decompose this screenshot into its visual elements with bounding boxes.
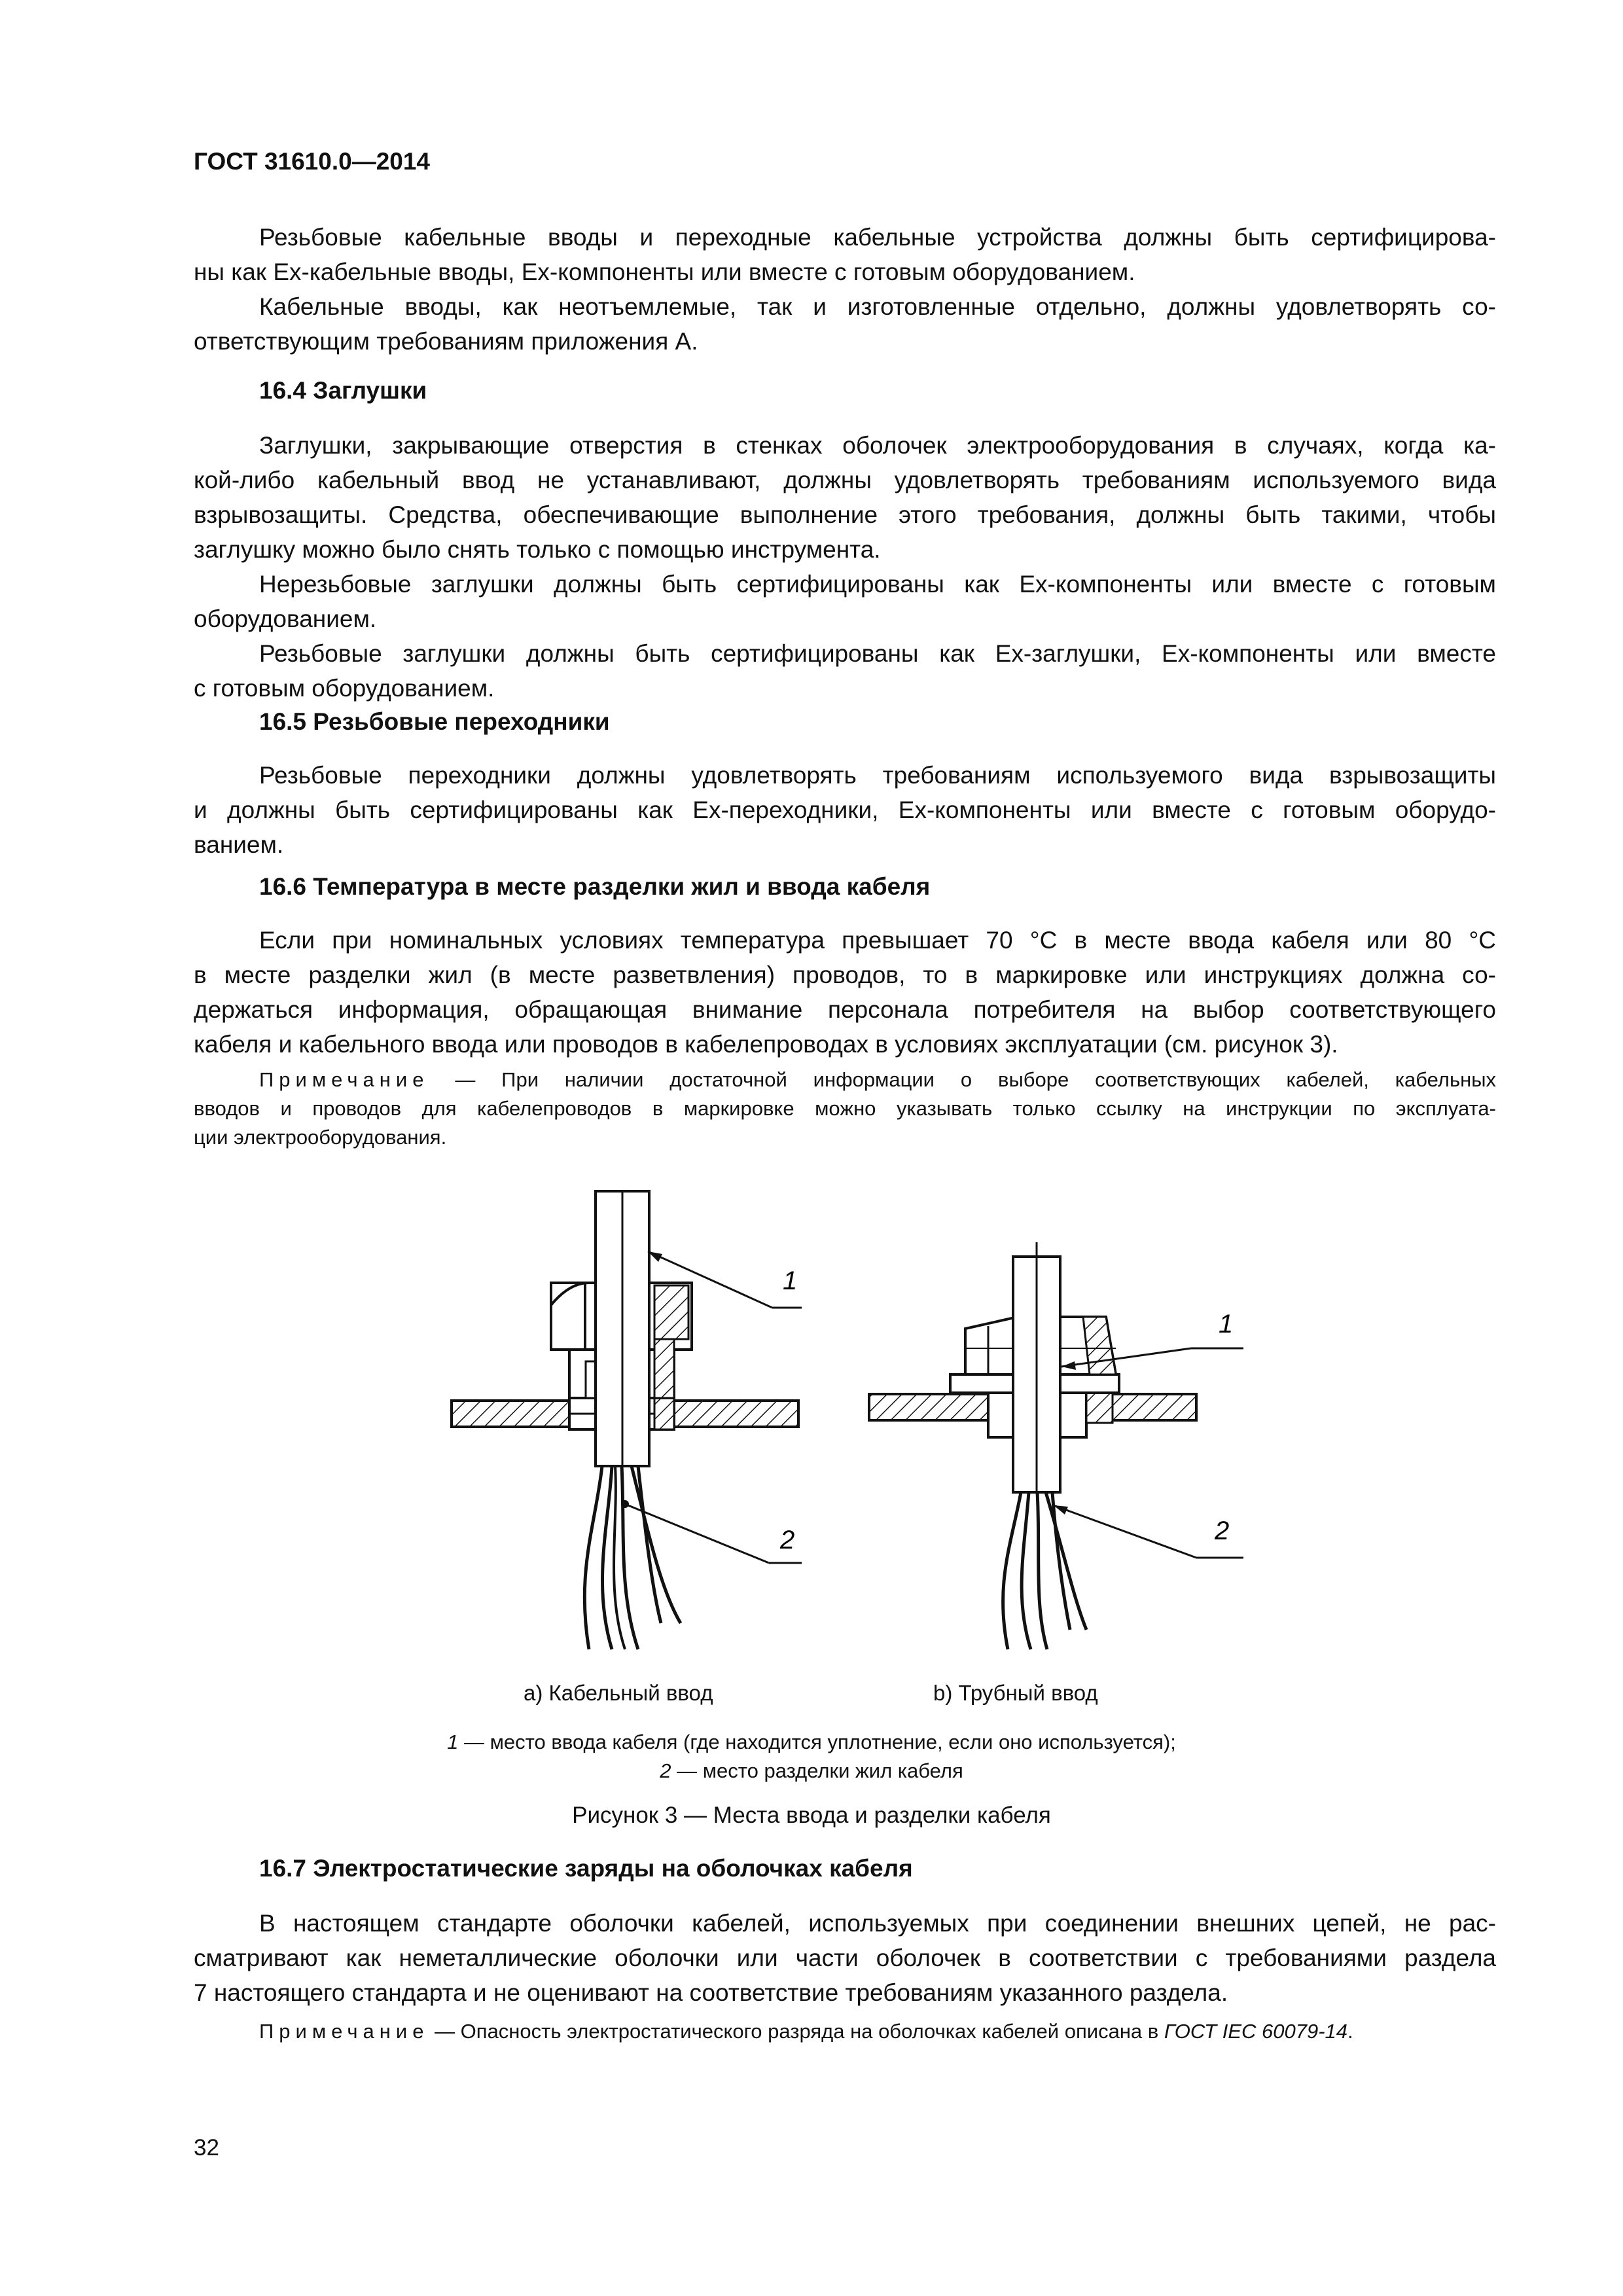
note-label: Примечание	[259, 1068, 429, 1091]
figure-3-diagram	[0, 1165, 1623, 1741]
text-line: Заглушки, закрывающие отверстия в стенках оболочек электрооборудования в случаях, когда ка-	[259, 432, 1496, 459]
text-line: 7 настоящего стандарта и не оценивают на соответствие требованиям указанного раздела.	[194, 1979, 1228, 2006]
section-16-7-note	[194, 2017, 1496, 2046]
legend-text: — место ввода кабеля (где находится уплотнение, если оно используется);	[458, 1731, 1176, 1753]
text-line: сматривают как неметаллические оболочки или части оболочек в соответствии с требованиями раздела	[194, 1945, 1496, 1971]
section-16-6-paragraph-1	[194, 923, 1496, 1062]
text-line: с готовым оборудованием.	[194, 675, 495, 702]
section-16-4-paragraph-3	[194, 636, 1496, 706]
figure-legend-2	[0, 1759, 1623, 1783]
text-line: взрывозащиты. Средства, обеспечивающие выполнение этого требования, должны быть такими, чтобы	[194, 501, 1496, 528]
legend-text: — место разделки жил кабеля	[671, 1759, 963, 1782]
text-line: Если при номинальных условиях температура превышает 70 °С в месте ввода кабеля или 80 °С	[259, 927, 1496, 954]
text-line: заглушку можно было снять только с помощью инструмента.	[194, 536, 881, 563]
text-line: Нерезьбовые заглушки должны быть сертифицированы как Ex-компоненты или вместе с готовым	[259, 571, 1496, 598]
section-16-4-paragraph-1	[194, 428, 1496, 567]
text-line: в месте разделки жил (в месте разветвления) проводов, то в маркировке или инструкциях должна со-	[194, 961, 1496, 988]
figure-legend-1	[0, 1731, 1623, 1754]
section-16-7-paragraph-1	[194, 1906, 1496, 2010]
section-16-4-paragraph-2	[194, 567, 1496, 636]
note-end: .	[1347, 2020, 1353, 2043]
text-line: Резьбовые заглушки должны быть сертифицированы как Ex-заглушки, Ex-компоненты или вместе	[259, 640, 1496, 667]
text-line: оборудованием.	[194, 605, 377, 632]
legend-number: 2	[660, 1759, 671, 1782]
text-line: ванием.	[194, 831, 284, 858]
section-16-6-note	[194, 1066, 1496, 1152]
figure-b-conduit-entry	[869, 1242, 1243, 1649]
figure-b-label-2: 2	[1215, 1516, 1230, 1545]
text-line: Кабельные вводы, как неотъемлемые, так и изготовленные отдельно, должны удовлетворять со-	[259, 293, 1496, 320]
note-line: вводов и проводов для кабелепроводов в маркировке можно указывать только ссылку на инструкции по эксплуата-	[194, 1097, 1496, 1120]
figure-a-label-2: 2	[780, 1526, 795, 1554]
note-line: ции электрооборудования.	[194, 1126, 447, 1149]
text-line: ны как Ex-кабельные вводы, Ex-компоненты или вместе с готовым оборудованием.	[194, 259, 1135, 285]
text-line: кабеля и кабельного ввода или проводов в кабелепроводах в условиях эксплуатации (см. рисунок 3).	[194, 1031, 1338, 1058]
document-header: ГОСТ 31610.0—2014	[194, 148, 431, 175]
note-text: — При наличии достаточной информации о выборе соответствующих кабелей, кабельных	[455, 1068, 1496, 1091]
text-line: ответствующим требованиям приложения А.	[194, 328, 698, 355]
page-number: 32	[194, 2135, 219, 2161]
section-16-6-title: 16.6 Температура в месте разделки жил и ввода кабеля	[259, 873, 931, 900]
section-16-7-title: 16.7 Электростатические заряды на оболочках кабеля	[259, 1855, 913, 1882]
figure-b-caption: b) Трубный ввод	[933, 1681, 1098, 1705]
note-text: — Опасность электростатического разряда на оболочках кабелей описана в	[429, 2020, 1164, 2043]
intro-paragraph-2	[194, 289, 1496, 359]
text-line: кой-либо кабельный ввод не устанавливают, должны удовлетворять требованиям используемого вида	[194, 467, 1496, 493]
section-16-4-title: 16.4 Заглушки	[259, 377, 427, 404]
section-16-5-paragraph-1	[194, 758, 1496, 862]
figure-a-label-1: 1	[783, 1266, 798, 1295]
section-16-5-title: 16.5 Резьбовые переходники	[259, 708, 610, 735]
note-label: Примечание	[259, 2020, 429, 2043]
note-line	[194, 1066, 1496, 1094]
note-line	[194, 2017, 1496, 2046]
text-line: держаться информация, обращающая внимание персонала потребителя на выбор соответствующего	[194, 996, 1496, 1023]
figure-a-caption: а) Кабельный ввод	[524, 1681, 713, 1705]
figure-a-cable-gland	[452, 1191, 802, 1649]
text-line: В настоящем стандарте оболочки кабелей, используемых при соединении внешних цепей, не рас-	[259, 1910, 1496, 1937]
note-reference: ГОСТ IEC 60079-14	[1164, 2020, 1348, 2043]
figure-title: Рисунок 3 — Места ввода и разделки кабеля	[572, 1803, 1051, 1828]
text-line: и должны быть сертифицированы как Ex-переходники, Ex-компоненты или вместе с готовым оборудо-	[194, 797, 1496, 823]
text-line: Резьбовые переходники должны удовлетворять требованиям используемого вида взрывозащиты	[259, 762, 1496, 789]
intro-paragraph-1	[194, 220, 1496, 289]
text-line: Резьбовые кабельные вводы и переходные кабельные устройства должны быть сертифицирова-	[259, 224, 1496, 251]
figure-b-label-1: 1	[1219, 1310, 1234, 1338]
legend-number: 1	[447, 1731, 459, 1753]
